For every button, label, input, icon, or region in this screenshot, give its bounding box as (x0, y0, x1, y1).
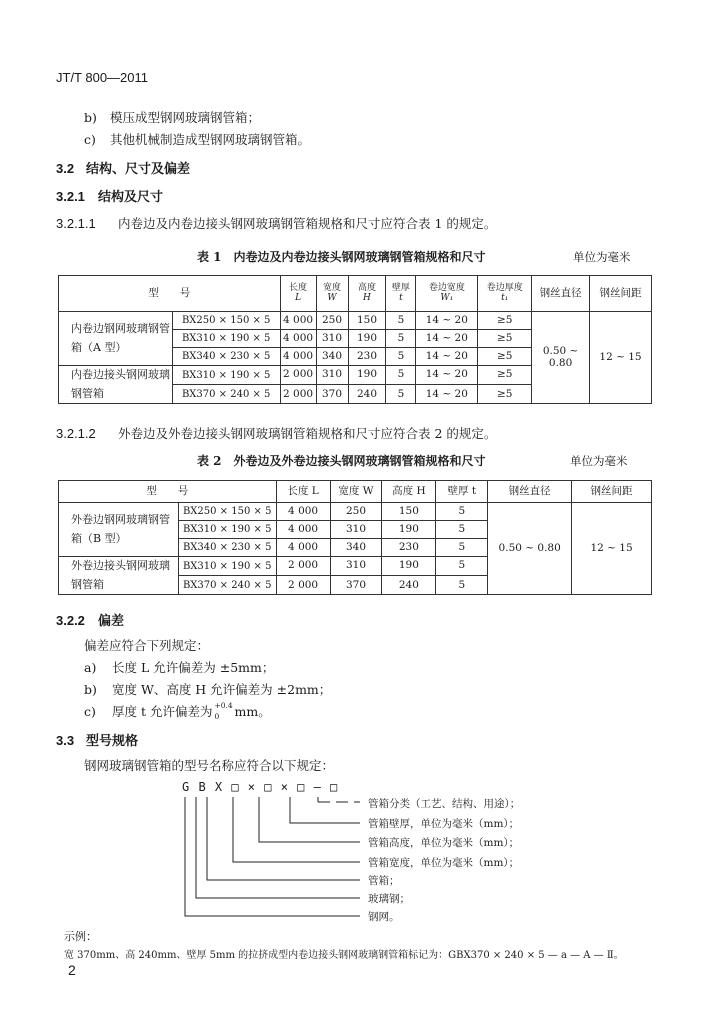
tolerance-lower: 0 (214, 711, 220, 721)
deviation-item-c (84, 702, 271, 720)
standard-number: JT/T 800—2011 (56, 70, 149, 85)
cell-height: 240 (348, 385, 386, 404)
cell-curl-thickness: ≥5 (478, 348, 532, 366)
cell-curl-width: 14 ~ 20 (416, 330, 478, 348)
label-height: 管箱高度，单位为毫米（mm）； (368, 837, 520, 849)
cell-thickness: 5 (436, 557, 488, 576)
cell-thickness: 5 (436, 521, 488, 539)
cell-model: BX250 × 150 × 5 (172, 312, 280, 330)
group-label-b: 内卷边接头钢网玻璃钢管箱 (59, 366, 173, 404)
section-title: 结构及尺寸 (98, 189, 164, 204)
header-height: 高度 H (382, 481, 436, 503)
cell-wire-diameter: 0.50 ~ 0.80 (488, 503, 572, 595)
cell-curl-width: 14 ~ 20 (416, 366, 478, 385)
cell-model: BX340 × 230 × 5 (172, 348, 280, 366)
cell-model: BX310 × 190 × 5 (178, 557, 276, 576)
clause-text: 外卷边及外卷边接头钢网玻璃钢管箱规格和尺寸应符合表 2 的规定。 (118, 426, 497, 441)
label-width: 管箱宽度，单位为毫米（mm）； (368, 857, 520, 869)
cell-curl-width: 14 ~ 20 (416, 312, 478, 330)
cell-thickness: 5 (436, 576, 488, 595)
cell-width: 250 (330, 503, 382, 521)
list-text: 其他机械制造成型钢网玻璃钢管箱。 (110, 132, 311, 147)
section-title: 偏差 (98, 613, 125, 628)
leader-width (233, 797, 360, 862)
table-row (59, 503, 652, 521)
list-label: b) (84, 682, 97, 697)
leader-box (207, 797, 360, 880)
cell-length: 4 000 (276, 521, 330, 539)
example-title: 示例： (64, 930, 97, 943)
cell-width: 310 (316, 330, 348, 348)
cell-thickness: 5 (386, 330, 416, 348)
cell-model: BX340 × 230 × 5 (178, 539, 276, 557)
cell-length: 4 000 (280, 330, 316, 348)
cell-thickness: 5 (436, 539, 488, 557)
cell-length: 2 000 (276, 576, 330, 595)
leader-height (259, 797, 360, 842)
cell-thickness: 5 (436, 503, 488, 521)
cell-height: 230 (348, 348, 386, 366)
tolerance-upper: +0.4 (214, 700, 233, 710)
header-curl-width: 卷边宽度 W₁ (416, 276, 478, 312)
cell-model: BX370 × 240 × 5 (172, 385, 280, 404)
header-wire-diameter: 钢丝直径 (488, 481, 572, 503)
cell-curl-thickness: ≥5 (478, 385, 532, 404)
list-text: 模压成型钢网玻璃钢管箱； (110, 110, 261, 125)
cell-height: 190 (348, 330, 386, 348)
cell-width: 370 (330, 576, 382, 595)
list-text-tail: mm。 (234, 704, 271, 719)
header-wire-diameter: 钢丝直径 (532, 276, 590, 312)
leader-wall-thickness (290, 797, 360, 823)
header-model: 型 号 (59, 276, 281, 312)
list-label: a) (84, 660, 97, 675)
table2-unit: 单位为毫米 (570, 454, 628, 468)
leader-mesh (185, 797, 360, 916)
list-label: c) (84, 132, 96, 147)
cell-curl-thickness: ≥5 (478, 330, 532, 348)
cell-wire-diameter: 0.50 ~ 0.80 (532, 312, 590, 404)
cell-length: 2 000 (276, 557, 330, 576)
header-width: 宽度 W (330, 481, 382, 503)
cell-height: 150 (348, 312, 386, 330)
cell-width: 340 (330, 539, 382, 557)
cell-wire-spacing: 12 ~ 15 (572, 503, 652, 595)
table1-header-row (59, 276, 652, 312)
section-number: 3.2.1 (56, 189, 85, 204)
header-length: 长度 L (276, 481, 330, 503)
table2-caption: 表 2 外卷边及外卷边接头钢网玻璃钢管箱规格和尺寸 (197, 454, 486, 468)
header-thickness: 壁厚 t (386, 276, 416, 312)
table1-unit: 单位为毫米 (573, 250, 631, 264)
cell-length: 4 000 (276, 539, 330, 557)
label-category: 管箱分类（工艺、结构、用途）； (368, 798, 521, 810)
cell-width: 250 (316, 312, 348, 330)
cell-width: 310 (316, 366, 348, 385)
leader-frp (196, 797, 360, 898)
cell-wire-spacing: 12 ~ 15 (590, 312, 652, 404)
tolerance (212, 700, 234, 721)
deviation-intro: 偏差应符合下列规定： (84, 638, 210, 653)
section-title: 型号规格 (86, 733, 139, 748)
cell-model: BX250 × 150 × 5 (178, 503, 276, 521)
cell-height: 190 (382, 557, 436, 576)
header-wire-spacing: 钢丝间距 (590, 276, 652, 312)
deviation-item-b (84, 680, 331, 698)
cell-curl-width: 14 ~ 20 (416, 385, 478, 404)
table1-caption: 表 1 内卷边及内卷边接头钢网玻璃钢管箱规格和尺寸 (197, 250, 486, 264)
table2 (58, 480, 652, 595)
section-number: 3.3 (56, 733, 75, 748)
cell-width: 310 (330, 521, 382, 539)
designation-code: G B X □ × □ × □ — □ (182, 780, 339, 794)
section-number: 3.2.2 (56, 613, 85, 628)
group-label-b: 外卷边接头钢网玻璃钢管箱 (59, 557, 179, 595)
table2-header-row (59, 481, 652, 503)
cell-height: 190 (348, 366, 386, 385)
cell-width: 310 (330, 557, 382, 576)
clause-3-2-1-2 (56, 424, 496, 442)
cell-width: 340 (316, 348, 348, 366)
cell-model: BX310 × 190 × 5 (172, 366, 280, 385)
example-text: 宽 370mm、高 240mm、壁厚 5mm 的拉挤成型内卷边接头钢网玻璃钢管箱标记为：GBX370 × 240 × 5 — a — A — Ⅱ。 (64, 950, 624, 961)
label-frp: 玻璃钢； (368, 893, 410, 905)
header-wire-spacing: 钢丝间距 (572, 481, 652, 503)
label-wall-thickness: 管箱壁厚，单位为毫米（mm）； (368, 818, 520, 830)
cell-height: 240 (382, 576, 436, 595)
cell-curl-thickness: ≥5 (478, 366, 532, 385)
cell-height: 230 (382, 539, 436, 557)
list-text: 宽度 W、高度 H 允许偏差为 ±2mm； (112, 682, 332, 697)
clause-number: 3.2.1.2 (56, 426, 96, 441)
section-3-2-2 (56, 610, 124, 629)
cell-height: 190 (382, 521, 436, 539)
cell-length: 2 000 (280, 366, 316, 385)
group-label-a: 外卷边钢网玻璃钢管箱（B 型） (59, 503, 179, 557)
header-model: 型 号 (59, 481, 277, 503)
cell-model: BX370 × 240 × 5 (178, 576, 276, 595)
clause-3-2-1-1 (56, 214, 496, 232)
list-item-b (84, 108, 260, 126)
cell-curl-thickness: ≥5 (478, 312, 532, 330)
cell-width: 370 (316, 385, 348, 404)
table1 (58, 275, 652, 404)
header-thickness: 壁厚 t (436, 481, 488, 503)
list-text: 厚度 t 允许偏差为 (112, 704, 213, 719)
clause-text: 内卷边及内卷边接头钢网玻璃钢管箱规格和尺寸应符合表 1 的规定。 (118, 216, 497, 231)
header-curl-thickness: 卷边厚度 t₁ (478, 276, 532, 312)
section-3-2 (56, 158, 190, 177)
clause-number: 3.2.1.1 (56, 216, 96, 231)
section-title: 结构、尺寸及偏差 (86, 161, 191, 176)
cell-thickness: 5 (386, 385, 416, 404)
list-label: b) (84, 110, 97, 125)
section-3-3 (56, 730, 138, 749)
header-height: 高度 H (348, 276, 386, 312)
section-3-2-1 (56, 186, 163, 205)
group-label-a: 内卷边钢网玻璃钢管箱（A 型） (59, 312, 173, 366)
header-width: 宽度 W (316, 276, 348, 312)
designation-intro: 钢网玻璃钢管箱的型号名称应符合以下规定： (84, 758, 335, 773)
label-mesh: 钢网。 (368, 911, 400, 923)
list-text: 长度 L 允许偏差为 ±5mm； (112, 660, 275, 675)
cell-thickness: 5 (386, 348, 416, 366)
table-row (59, 312, 652, 330)
label-box: 管箱； (368, 875, 400, 887)
cell-thickness: 5 (386, 312, 416, 330)
cell-length: 4 000 (276, 503, 330, 521)
cell-length: 4 000 (280, 348, 316, 366)
cell-model: BX310 × 190 × 5 (172, 330, 280, 348)
page-number: 2 (68, 962, 76, 978)
header-length: 长度 L (280, 276, 316, 312)
cell-thickness: 5 (386, 366, 416, 385)
section-number: 3.2 (56, 161, 75, 176)
cell-model: BX310 × 190 × 5 (178, 521, 276, 539)
cell-length: 4 000 (280, 312, 316, 330)
cell-length: 2 000 (280, 385, 316, 404)
cell-height: 150 (382, 503, 436, 521)
list-label: c) (84, 704, 96, 719)
deviation-item-a (84, 658, 274, 676)
cell-curl-width: 14 ~ 20 (416, 348, 478, 366)
list-item-c (84, 130, 310, 148)
